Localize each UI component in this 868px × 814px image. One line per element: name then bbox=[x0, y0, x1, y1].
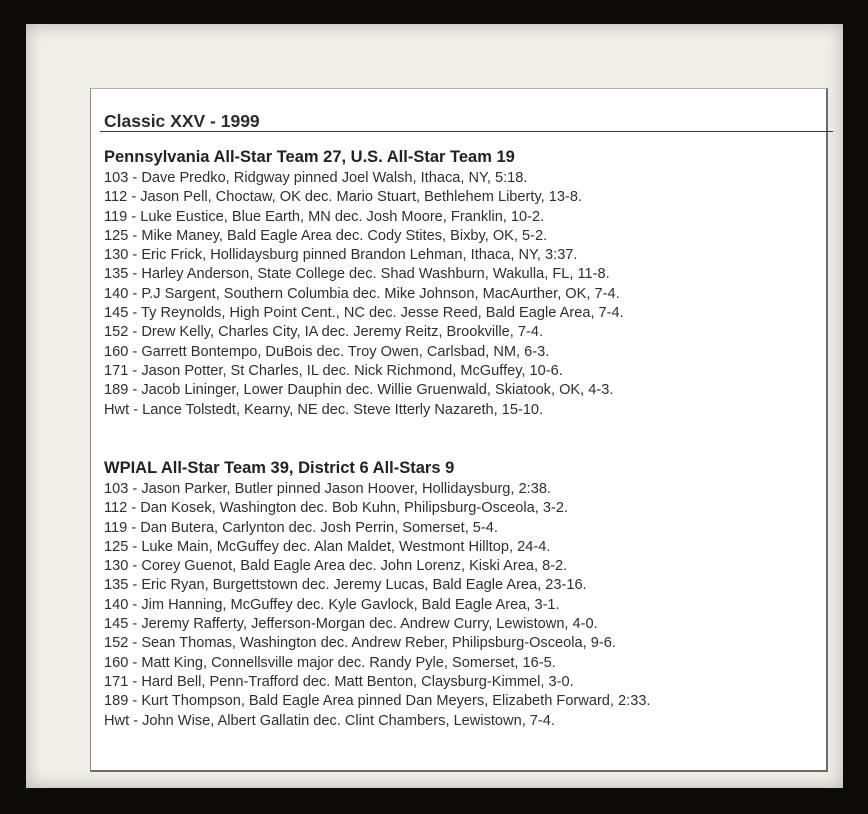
result-line: 171 - Hard Bell, Penn-Trafford dec. Matt Benton, Claysburg-Kimmel, 3-0. bbox=[104, 673, 574, 690]
clipping-title: Classic XXV - 1999 bbox=[104, 111, 260, 131]
section-heading: Pennsylvania All-Star Team 27, U.S. All-Star Team 19 bbox=[104, 148, 515, 166]
title-rule bbox=[100, 131, 833, 132]
result-line: 152 - Drew Kelly, Charles City, IA dec. Jeremy Reitz, Brookville, 7-4. bbox=[104, 324, 544, 341]
result-line: 140 - P.J Sargent, Southern Columbia dec. Mike Johnson, MacAurther, OK, 7-4. bbox=[104, 285, 620, 302]
result-line: 171 - Jason Potter, St Charles, IL dec. Nick Richmond, McGuffey, 10-6. bbox=[104, 362, 563, 379]
section-pa-vs-us bbox=[104, 146, 820, 420]
result-line: 130 - Corey Guenot, Bald Eagle Area dec. John Lorenz, Kiski Area, 8-2. bbox=[104, 558, 568, 575]
result-line: 189 - Kurt Thompson, Bald Eagle Area pinned Dan Meyers, Elizabeth Forward, 2:33. bbox=[104, 693, 651, 710]
result-line: 189 - Jacob Lininger, Lower Dauphin dec. Willie Gruenwald, Skiatook, OK, 4-3. bbox=[104, 382, 614, 399]
result-line: 135 - Eric Ryan, Burgettstown dec. Jeremy Lucas, Bald Eagle Area, 23-16. bbox=[104, 577, 587, 594]
section-heading: WPIAL All-Star Team 39, District 6 All-Stars 9 bbox=[104, 459, 455, 477]
result-line: 135 - Harley Anderson, State College dec. Shad Washburn, Wakulla, FL, 11-8. bbox=[104, 266, 610, 283]
section-wpial-vs-district6 bbox=[104, 457, 820, 731]
result-line: 145 - Ty Reynolds, High Point Cent., NC dec. Jesse Reed, Bald Eagle Area, 7-4. bbox=[104, 305, 624, 322]
result-line: 112 - Jason Pell, Choctaw, OK dec. Mario Stuart, Bethlehem Liberty, 13-8. bbox=[104, 189, 583, 206]
result-line: 160 - Garrett Bontempo, DuBois dec. Troy Owen, Carlsbad, NM, 6-3. bbox=[104, 343, 550, 360]
result-line: 125 - Luke Main, McGuffey dec. Alan Maldet, Westmont Hilltop, 24-4. bbox=[104, 538, 551, 555]
result-line: 160 - Matt King, Connellsville major dec. Randy Pyle, Somerset, 16-5. bbox=[104, 654, 556, 671]
result-line: 103 - Dave Predko, Ridgway pinned Joel Walsh, Ithaca, NY, 5:18. bbox=[104, 170, 528, 186]
result-line: 125 - Mike Maney, Bald Eagle Area dec. Cody Stites, Bixby, OK, 5-2. bbox=[104, 227, 548, 244]
result-line: 112 - Dan Kosek, Washington dec. Bob Kuhn, Philipsburg-Osceola, 3-2. bbox=[104, 500, 569, 517]
result-line: 152 - Sean Thomas, Washington dec. Andrew Reber, Philipsburg-Osceola, 9-6. bbox=[104, 635, 616, 652]
result-line: 145 - Jeremy Rafferty, Jefferson-Morgan dec. Andrew Curry, Lewistown, 4-0. bbox=[104, 616, 598, 633]
result-line: 130 - Eric Frick, Hollidaysburg pinned Brandon Lehman, Ithaca, NY, 3:37. bbox=[104, 247, 578, 264]
result-line: Hwt - Lance Tolstedt, Kearny, NE dec. Steve Itterly Nazareth, 15-10. bbox=[104, 401, 544, 418]
clipping bbox=[90, 88, 828, 772]
photo-mat bbox=[26, 24, 843, 788]
result-line: 119 - Dan Butera, Carlynton dec. Josh Perrin, Somerset, 5-4. bbox=[104, 519, 498, 536]
result-line: Hwt - John Wise, Albert Gallatin dec. Clint Chambers, Lewistown, 7-4. bbox=[104, 712, 555, 729]
result-line: 119 - Luke Eustice, Blue Earth, MN dec. Josh Moore, Franklin, 10-2. bbox=[104, 208, 545, 225]
result-line: 103 - Jason Parker, Butler pinned Jason Hoover, Hollidaysburg, 2:38. bbox=[104, 481, 551, 497]
result-line: 140 - Jim Hanning, McGuffey dec. Kyle Gavlock, Bald Eagle Area, 3-1. bbox=[104, 596, 560, 613]
